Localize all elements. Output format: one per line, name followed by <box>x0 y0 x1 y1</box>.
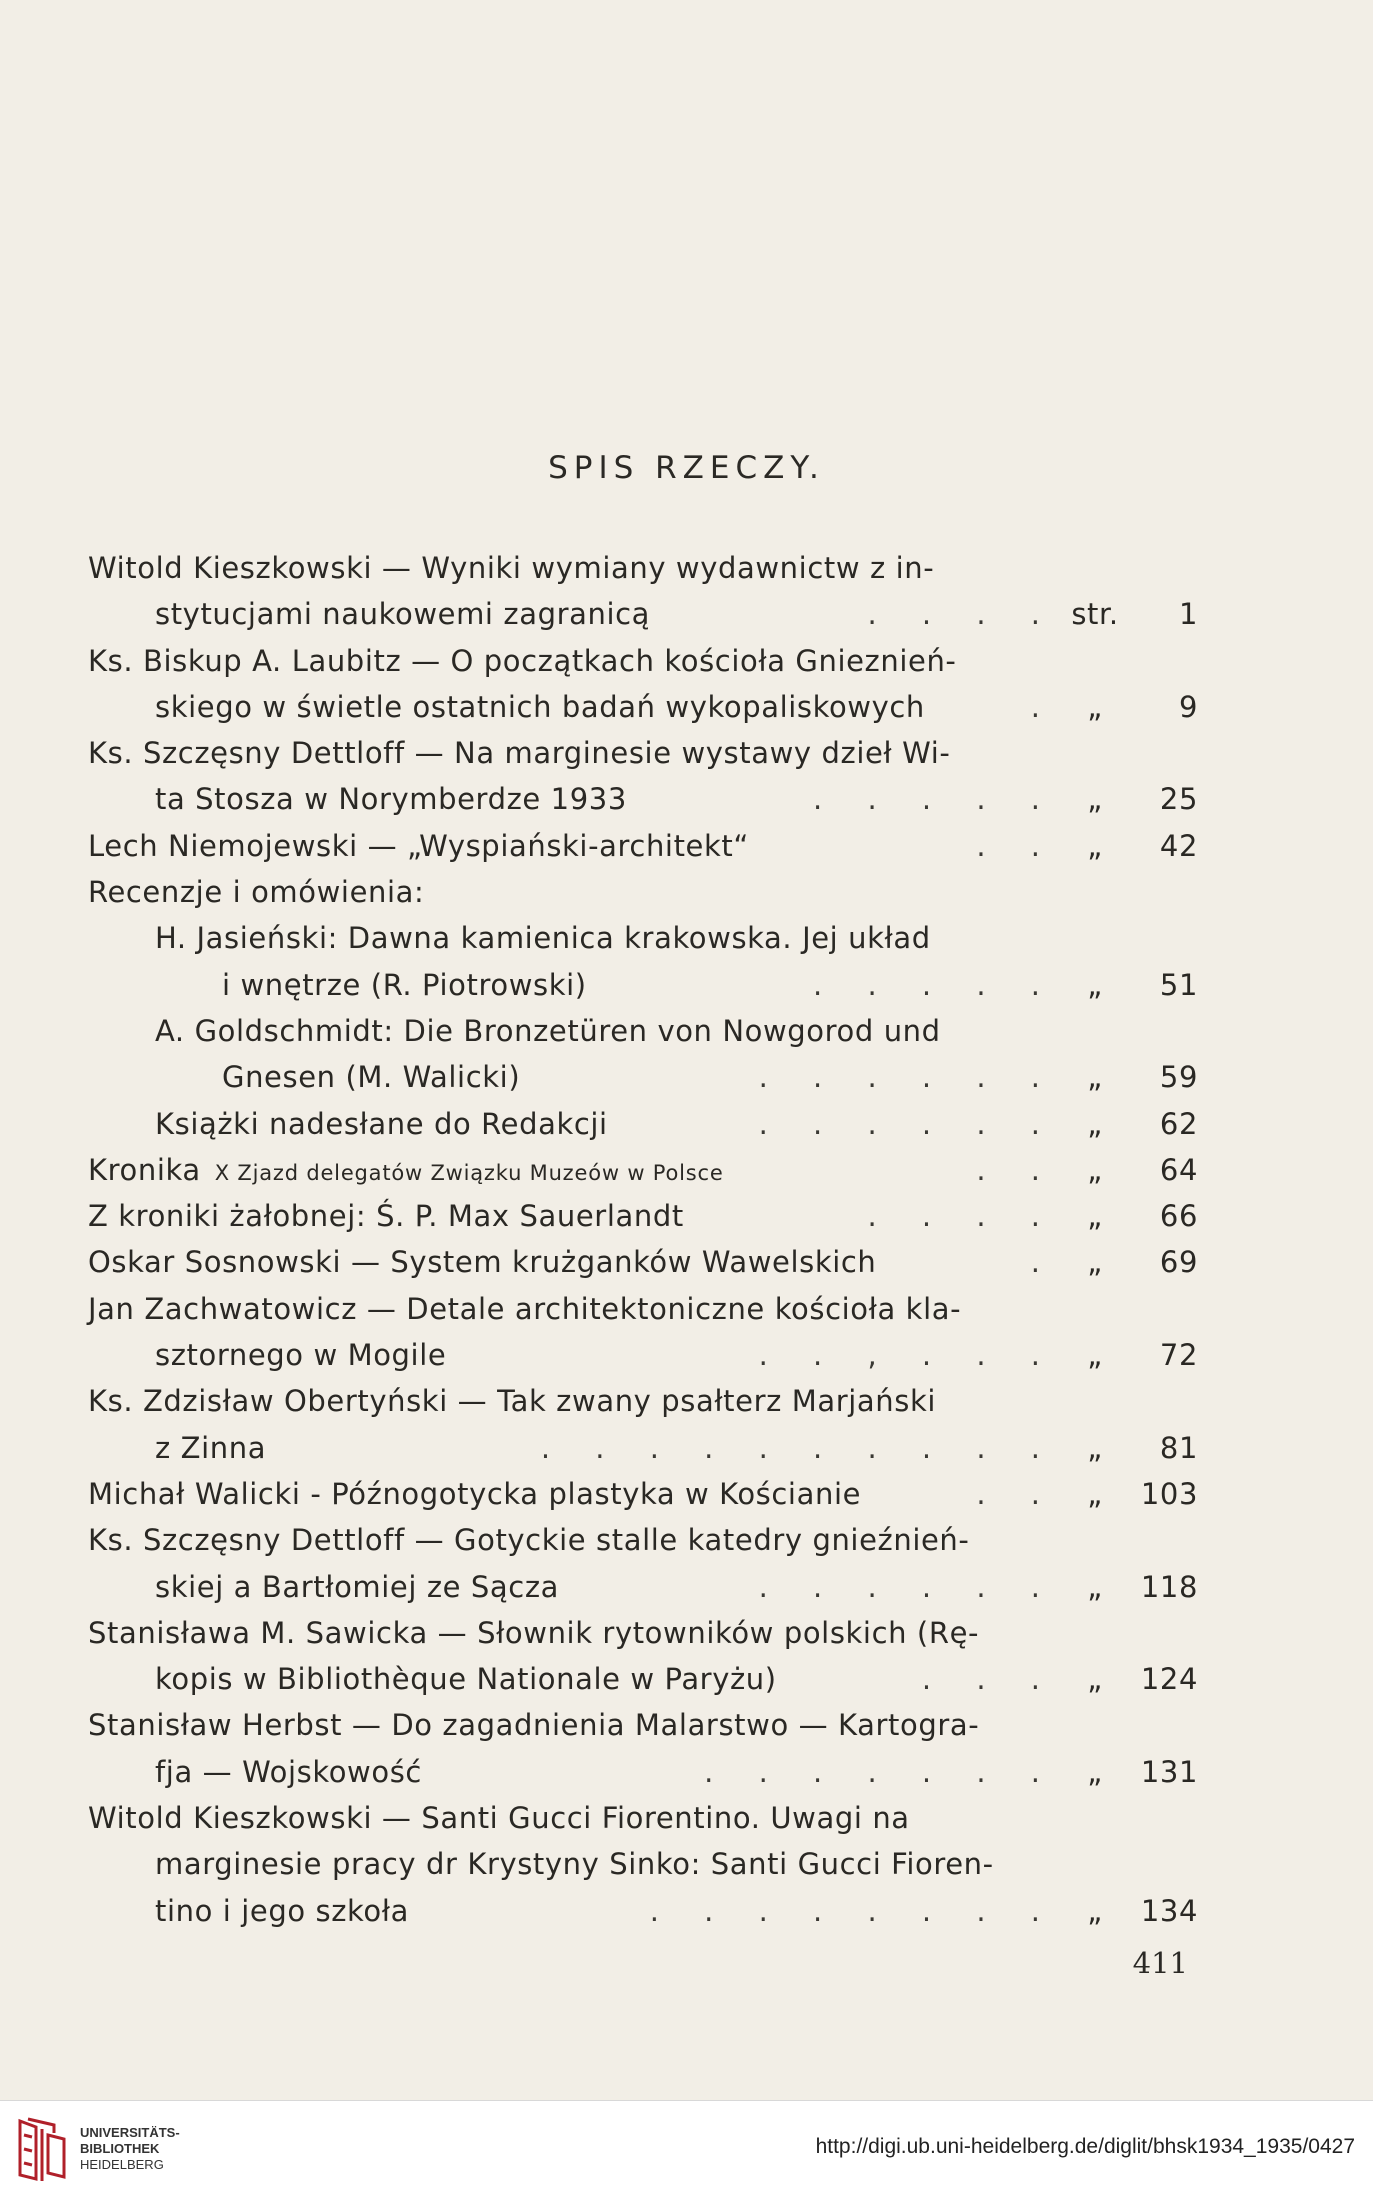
digitization-footer <box>0 2100 1373 2200</box>
toc-entry-text: Ks. Szczęsny Dettloff — Na marginesie wystawy dzieł Wi- <box>88 736 951 771</box>
toc-page-number: 81 <box>1159 1430 1198 1465</box>
toc-entry-line <box>88 1888 1198 1934</box>
leader-dots: . <box>1030 1245 1058 1280</box>
toc-entry <box>88 1008 1198 1101</box>
toc-entry <box>88 869 1198 915</box>
toc-entry-line <box>88 1008 1198 1054</box>
ditto-mark: „ <box>1087 689 1103 724</box>
toc-page-ref <box>1070 823 1198 869</box>
ditto-mark: „ <box>1087 1430 1103 1465</box>
toc-page-ref <box>1070 1656 1198 1702</box>
toc-entry-text: skiej a Bartłomiej ze Sącza <box>155 1569 560 1604</box>
toc-entry-text: Oskar Sosnowski — System krużganków Wawelskich <box>88 1245 877 1280</box>
toc-entry-text: A. Goldschmidt: Die Bronzetüren von Nowgorod und <box>155 1013 941 1048</box>
page-number: 411 <box>1132 1946 1188 1980</box>
toc-entry-line <box>88 1425 1198 1471</box>
toc-page-ref <box>1070 776 1198 822</box>
toc-entry-line <box>88 776 1198 822</box>
toc-entry-subtitle: X Zjazd delegatów Związku Muzeów w Polsce <box>214 1160 724 1185</box>
toc-entry-text: Książki nadesłane do Redakcji <box>155 1106 608 1141</box>
source-url-link[interactable]: http://digi.ub.uni-heidelberg.de/diglit/bhsk1934_1935/0427 <box>815 2135 1355 2158</box>
toc-entry-line <box>88 1656 1198 1702</box>
toc-entry-text: H. Jasieński: Dawna kamienica krakowska. Jej układ <box>155 921 931 956</box>
toc-entry-text: Stanisław Herbst — Do zagadnienia Malarstwo — Kartogra- <box>88 1708 980 1743</box>
toc-entry-line <box>88 1564 1198 1610</box>
leader-dots: . . . . . . <box>758 1060 1058 1095</box>
toc-entry-line <box>88 1841 1198 1887</box>
ditto-mark: „ <box>1087 1476 1103 1511</box>
toc-page-number: 1 <box>1178 597 1198 632</box>
toc-page-number: 64 <box>1159 1152 1198 1187</box>
toc-entry-text: Witold Kieszkowski — Santi Gucci Fiorentino. Uwagi na <box>88 1801 910 1836</box>
ditto-mark: „ <box>1087 967 1103 1002</box>
toc-page-ref <box>1070 1332 1198 1378</box>
toc-page-number: 42 <box>1159 828 1198 863</box>
toc-entry <box>88 915 1198 1008</box>
toc-entry-line <box>88 1147 1198 1193</box>
leader-dots: . . . . . . . . <box>649 1893 1058 1928</box>
toc-entry-line <box>88 591 1198 637</box>
toc-entry <box>88 1193 1198 1239</box>
leader-dots: . . . . . . <box>758 1106 1058 1141</box>
ditto-mark: „ <box>1087 828 1103 863</box>
library-name-line: HEIDELBERG <box>80 2157 164 2172</box>
toc-page-ref <box>1070 1425 1198 1471</box>
toc-entry-text: Ks. Zdzisław Obertyński — Tak zwany psałterz Marjański <box>88 1384 937 1419</box>
table-of-contents <box>88 545 1198 1934</box>
toc-page-ref <box>1070 1888 1198 1934</box>
ditto-mark: „ <box>1087 1569 1103 1604</box>
toc-entry <box>88 1795 1198 1934</box>
toc-entry-text: Jan Zachwatowicz — Detale architektoniczne kościoła kla- <box>88 1291 962 1326</box>
toc-page-ref <box>1070 1471 1198 1517</box>
toc-entry-text: Ks. Szczęsny Dettloff — Gotyckie stalle katedry gnieźnień- <box>88 1523 970 1558</box>
ub-heidelberg-logo-icon <box>14 2115 72 2185</box>
toc-entry <box>88 1471 1198 1517</box>
ditto-mark: „ <box>1087 1662 1103 1697</box>
toc-entry-text: kopis w Bibliothèque Nationale w Paryżu) <box>155 1662 777 1697</box>
toc-entry-line <box>88 1749 1198 1795</box>
toc-page-number: 103 <box>1140 1476 1198 1511</box>
toc-page-ref <box>1070 591 1198 637</box>
toc-entry-line <box>88 1795 1198 1841</box>
leader-dots: . . <box>976 828 1058 863</box>
leader-dots: . . . . . . . <box>704 1754 1058 1789</box>
toc-page-ref <box>1070 1193 1198 1239</box>
toc-entry-line <box>88 869 1198 915</box>
toc-page-ref <box>1070 1239 1198 1285</box>
toc-entry-line <box>88 638 1198 684</box>
toc-entry <box>88 1147 1198 1193</box>
toc-entry-line <box>88 1702 1198 1748</box>
ditto-mark: str. <box>1071 597 1119 632</box>
leader-dots: . . . . . <box>813 782 1058 817</box>
toc-entry-line <box>88 962 1198 1008</box>
leader-dots: . . <box>976 1476 1058 1511</box>
toc-entry-line <box>88 1286 1198 1332</box>
page-title: SPIS RZECZY. <box>548 450 825 486</box>
leader-dots: . . . . . . . . . . <box>540 1430 1058 1465</box>
toc-entry-text: stytucjami naukowemi zagranicą <box>155 597 651 632</box>
toc-entry-line <box>88 684 1198 730</box>
library-name-line: UNIVERSITÄTS- <box>80 2125 180 2140</box>
toc-entry <box>88 1610 1198 1703</box>
toc-entry-line <box>88 823 1198 869</box>
toc-page-number: 66 <box>1159 1199 1198 1234</box>
toc-page-number: 131 <box>1140 1754 1198 1789</box>
toc-entry-text: Gnesen (M. Walicki) <box>222 1060 521 1095</box>
toc-entry-text: marginesie pracy dr Krystyny Sinko: Santi Gucci Fioren- <box>155 1847 994 1882</box>
toc-entry <box>88 1378 1198 1471</box>
toc-page-ref <box>1070 684 1198 730</box>
toc-page-number: 59 <box>1159 1060 1198 1095</box>
toc-entry-line <box>88 1517 1198 1563</box>
toc-entry-text: Witold Kieszkowski — Wyniki wymiany wydawnictw z in- <box>88 551 935 585</box>
toc-page-number: 51 <box>1159 967 1198 1002</box>
toc-page-number: 118 <box>1140 1569 1198 1604</box>
toc-page-number: 124 <box>1140 1662 1198 1697</box>
ditto-mark: „ <box>1087 1245 1103 1280</box>
toc-entry <box>88 823 1198 869</box>
toc-page-ref <box>1070 1564 1198 1610</box>
library-name <box>80 2125 180 2173</box>
toc-entry <box>88 1286 1198 1379</box>
leader-dots: . . . <box>921 1662 1058 1697</box>
toc-page-number: 69 <box>1159 1245 1198 1280</box>
toc-entry <box>88 638 1198 731</box>
toc-entry-text: Michał Walicki - Późnogotycka plastyka w Kościanie <box>88 1476 862 1511</box>
toc-page-ref <box>1070 1749 1198 1795</box>
toc-entry-text: i wnętrze (R. Piotrowski) <box>222 967 587 1002</box>
toc-entry-text: Ks. Biskup A. Laubitz — O początkach kościoła Gnieznień- <box>88 643 957 678</box>
toc-entry-text: tino i jego szkoła <box>155 1893 409 1928</box>
toc-entry-line <box>88 1193 1198 1239</box>
leader-dots: . . . . <box>867 1199 1058 1234</box>
toc-entry-text: z Zinna <box>155 1430 267 1465</box>
ditto-mark: „ <box>1087 1199 1103 1234</box>
toc-entry-text: Kronika <box>88 1152 201 1187</box>
ditto-mark: „ <box>1087 782 1103 817</box>
toc-entry-text: sztornego w Mogile <box>155 1338 447 1373</box>
toc-entry-text: Recenzje i omówienia: <box>88 875 425 910</box>
ditto-mark: „ <box>1087 1754 1103 1789</box>
ditto-mark: „ <box>1087 1106 1103 1141</box>
leader-dots: . . , . . . <box>758 1338 1058 1373</box>
library-name-line: BIBLIOTHEK <box>80 2141 160 2156</box>
toc-entry-line <box>88 545 1198 591</box>
toc-entry-line <box>88 915 1198 961</box>
leader-dots: . . . . . <box>813 967 1058 1002</box>
toc-entry-text: Z kroniki żałobnej: Ś. P. Max Sauerlandt <box>88 1199 684 1234</box>
ditto-mark: „ <box>1087 1060 1103 1095</box>
toc-page-ref <box>1070 1054 1198 1100</box>
toc-entry-text: skiego w świetle ostatnich badań wykopaliskowych <box>155 689 925 724</box>
toc-page-ref <box>1070 1147 1198 1193</box>
toc-entry-text: Lech Niemojewski — „Wyspiański-architekt“ <box>88 828 749 863</box>
toc-entry-line <box>88 1101 1198 1147</box>
leader-dots: . . . . . . <box>758 1569 1058 1604</box>
toc-entry-line <box>88 1332 1198 1378</box>
toc-entry <box>88 1702 1198 1795</box>
toc-page-number: 62 <box>1159 1106 1198 1141</box>
toc-entry-line <box>88 1378 1198 1424</box>
toc-page-number: 72 <box>1159 1338 1198 1373</box>
toc-page-ref <box>1070 1101 1198 1147</box>
toc-entry <box>88 1239 1198 1285</box>
toc-page-number: 9 <box>1178 689 1198 724</box>
toc-entry-line <box>88 1471 1198 1517</box>
leader-dots: . . <box>976 1152 1058 1187</box>
toc-page-number: 25 <box>1159 782 1198 817</box>
leader-dots: . <box>1030 689 1058 724</box>
toc-entry-text: ta Stosza w Norymberdze 1933 <box>155 782 627 817</box>
toc-entry-text: Stanisława M. Sawicka — Słownik rytowników polskich (Rę- <box>88 1615 980 1650</box>
toc-entry <box>88 545 1198 638</box>
toc-entry-text: fja — Wojskowość <box>155 1754 422 1789</box>
toc-entry <box>88 1101 1198 1147</box>
toc-entry-line <box>88 1610 1198 1656</box>
toc-entry <box>88 1517 1198 1610</box>
ditto-mark: „ <box>1087 1338 1103 1373</box>
toc-page-ref <box>1070 962 1198 1008</box>
toc-page-number: 134 <box>1140 1893 1198 1928</box>
toc-entry-line <box>88 1239 1198 1285</box>
ditto-mark: „ <box>1087 1152 1103 1187</box>
ditto-mark: „ <box>1087 1893 1103 1928</box>
toc-entry-line <box>88 730 1198 776</box>
toc-entry-line <box>88 1054 1198 1100</box>
leader-dots: . . . . <box>867 597 1058 632</box>
toc-entry <box>88 730 1198 823</box>
